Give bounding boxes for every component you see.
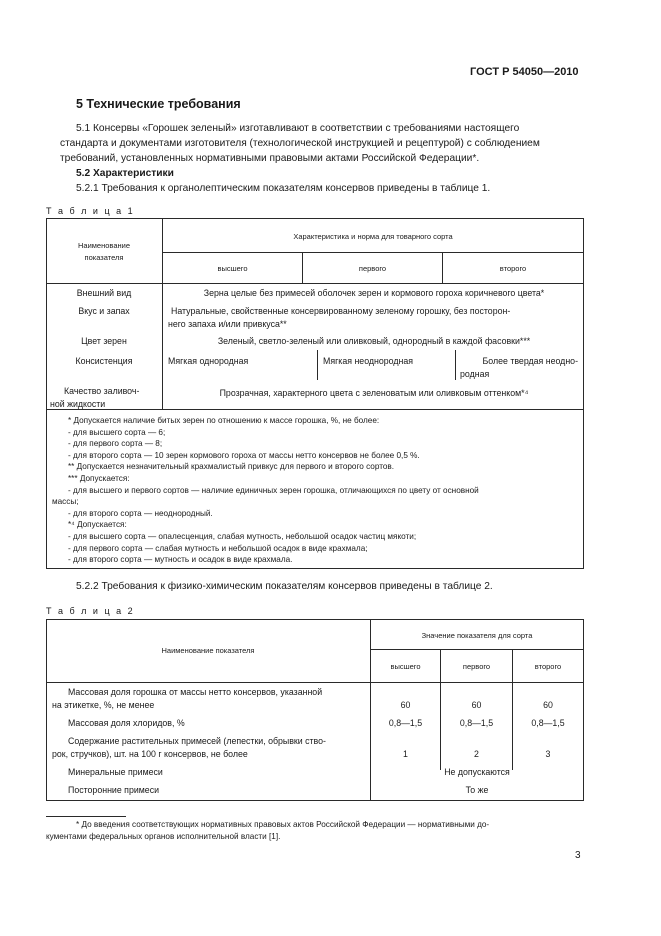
table-1-row-consistency-name: Консистенция xyxy=(75,356,133,366)
subsection-5-2-title: 5.2 Характеристики xyxy=(76,168,174,179)
table-1-head-name xyxy=(46,240,162,264)
table-1-note: - для второго сорта — неоднородный. xyxy=(68,508,213,518)
table-1-row-color-name: Цвет зерен xyxy=(81,336,127,346)
table-2-head-group: Значение показателя для сорта xyxy=(421,631,533,640)
table-1-head-name-line-2: показателя xyxy=(84,253,124,262)
table-2-caption: Т а б л и ц а 2 xyxy=(46,606,135,616)
table-1-row-appearance-name: Внешний вид xyxy=(76,288,132,298)
paragraph-5-1-line-1: 5.1 Консервы «Горошек зеленый» изготавливают в соответствии с требованиями настоящего xyxy=(76,123,520,134)
table-2-row-name: Минеральные примеси xyxy=(68,767,163,777)
table-2-row-name-line-1: Массовая доля горошка от массы нетто консервов, указанной xyxy=(68,687,323,697)
table-2-merged-cell: То же xyxy=(465,785,489,795)
table-1-row-consistency-first: Мягкая неоднородная xyxy=(323,356,414,366)
table-1-grade-top: высшего xyxy=(217,264,248,273)
footnote xyxy=(46,819,586,842)
table-2-cell: 0,8—1,5 xyxy=(531,718,565,728)
table-1-row-liquid-name-line-1: Качество заливоч- xyxy=(64,386,140,396)
table-2-cell: 2 xyxy=(474,749,479,759)
table-1-row-taste-name: Вкус и запах xyxy=(78,306,130,316)
table-2-row-name: Посторонние примеси xyxy=(68,785,160,795)
table-1-note: *** Допускается: xyxy=(68,473,130,483)
page-number: 3 xyxy=(575,850,581,861)
table-1-row-liquid-value: Прозрачная, характерного цвета с зеленоватым или оливковым оттенком*⁴ xyxy=(219,388,529,398)
section-title: 5 Технические требования xyxy=(76,97,241,111)
table-2-row-name xyxy=(52,686,368,711)
table-1-row-consistency-top: Мягкая однородная xyxy=(168,356,249,366)
table-1-note: *⁴ Допускается: xyxy=(68,520,127,530)
table-1-caption: Т а б л и ц а 1 xyxy=(46,206,135,216)
table-1-note: - для первого сорта — слабая мутность и небольшой осадок в виде крахмала; xyxy=(68,543,368,553)
table-2-cell: 60 xyxy=(471,700,482,710)
table-1-grade-first: первого xyxy=(358,264,387,273)
table-1-note: - для высшего и первого сортов — наличие единичных зерен горошка, отличающихся по цвету от основной xyxy=(68,485,479,495)
table-2-cell: 1 xyxy=(403,749,408,759)
table-2 xyxy=(46,619,584,801)
table-1-note: - для второго сорта — 10 зерен кормового гороха от массы нетто консервов не более 0,5 %. xyxy=(68,450,420,460)
standard-number: ГОСТ Р 54050—2010 xyxy=(470,66,579,78)
table-1-note: - для высшего сорта — опалесценция, слабая мутность, небольшой осадок частиц мякоти; xyxy=(68,531,417,541)
table-2-row-name xyxy=(52,735,368,760)
table-1-row-taste-value-line-1: Натуральные, свойственные консервированному зеленому горошку, без посторон- xyxy=(171,306,511,316)
footnote-divider xyxy=(46,816,126,817)
table-2-row-name: Массовая доля хлоридов, % xyxy=(68,718,185,728)
table-1-row-consistency-second xyxy=(460,355,582,380)
table-1-note: - для первого сорта — 8; xyxy=(68,439,163,449)
paragraph-5-2-1: 5.2.1 Требования к органолептическим показателям консервов приведены в таблице 1. xyxy=(76,183,491,194)
table-1-row-appearance-value: Зерна целые без примесей оболочек зерен и кормового гороха коричневого цвета* xyxy=(203,288,545,298)
table-2-row-name-line-2: на этикетке, %, не менее xyxy=(52,699,155,710)
table-2-grade-top: высшего xyxy=(390,662,421,671)
footnote-line-1: * До введения соответствующих нормативных правовых актов Российской Федерации — нормативными до- xyxy=(76,820,490,829)
table-1-row-taste-value xyxy=(168,305,580,330)
table-1-note: - для высшего сорта — 6; xyxy=(68,427,166,437)
table-2-cell: 60 xyxy=(543,700,553,710)
table-2-grade-second: второго xyxy=(534,662,562,671)
table-1-note: - для второго сорта — мутность и осадок в виде крахмала. xyxy=(68,555,293,565)
table-2-merged-cell: Не допускаются xyxy=(444,767,510,777)
table-1-note: * Допускается наличие битых зерен по отношению к массе горошка, %, не более: xyxy=(68,416,380,425)
table-2-cell: 60 xyxy=(400,700,411,710)
table-1-head-name-line-1: Наименование xyxy=(78,241,130,250)
footnote-line-2: кументами федеральных органов исполнительной власти [1]. xyxy=(46,831,281,841)
table-1-note: массы; xyxy=(52,497,79,507)
table-2-head-name: Наименование показателя xyxy=(161,646,255,655)
table-2-cell: 0,8—1,5 xyxy=(459,718,494,728)
table-1 xyxy=(46,218,584,569)
table-1-row-liquid-name xyxy=(50,385,160,410)
table-2-cell: 0,8—1,5 xyxy=(388,718,423,728)
paragraph-5-1-line-2: стандарта и документами изготовителя (технологической инструкцией и рецептурой) с соблюдением xyxy=(60,138,540,149)
table-1-notes xyxy=(52,415,580,566)
table-1-row-taste-value-line-2: него запаха и/или привкуса** xyxy=(168,318,287,329)
table-1-row-consistency-second-line-2: родная xyxy=(460,368,490,379)
table-1-row-consistency-second-line-1: Более твердая неодно- xyxy=(482,356,578,366)
table-1-note: ** Допускается незначительный крахмалистый привкус для первого и второго сортов. xyxy=(68,462,395,472)
table-2-grade-first: первого xyxy=(462,662,491,671)
table-1-row-liquid-name-line-2: ной жидкости xyxy=(50,398,106,409)
table-2-cell: 3 xyxy=(545,749,551,759)
table-2-row-name-line-2: рок, стручков), шт. на 100 г консервов, не более xyxy=(52,748,248,759)
table-1-row-color-value: Зеленый, светло-зеленый или оливковый, однородный в каждой фасовки*** xyxy=(217,336,531,346)
paragraph-5-1-line-3: требований, установленных нормативными правовыми актами Российской Федерации*. xyxy=(60,153,480,164)
paragraph-5-2-2: 5.2.2 Требования к физико-химическим показателям консервов приведены в таблице 2. xyxy=(76,581,493,592)
table-2-row-name-line-1: Содержание растительных примесей (лепестки, обрывки ство- xyxy=(68,736,326,746)
table-1-head-group: Характеристика и норма для товарного сорта xyxy=(293,232,453,241)
table-1-grade-second: второго xyxy=(499,264,527,273)
